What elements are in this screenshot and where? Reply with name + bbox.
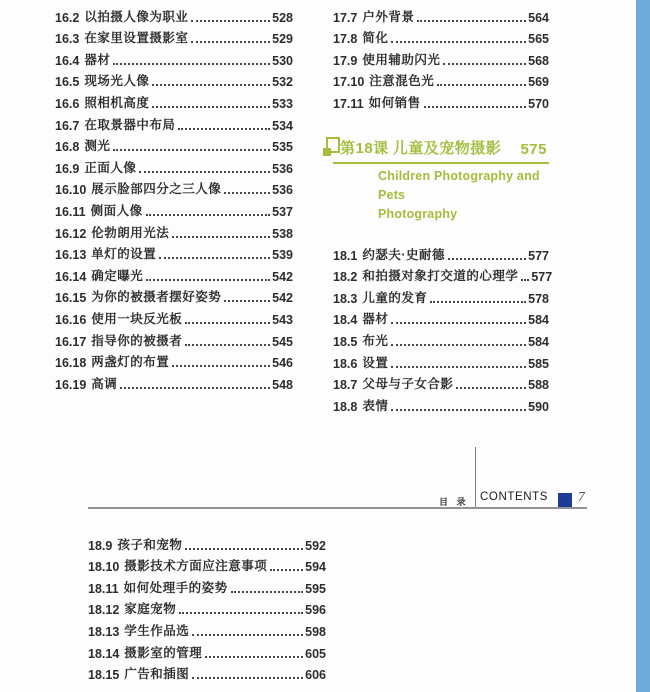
toc-entry (88, 640, 326, 662)
toc-entry (333, 372, 549, 394)
toc-entry-title: 在家里设置摄影室 (84, 31, 189, 46)
dot-leader (185, 548, 303, 550)
toc-entry (88, 618, 326, 640)
toc-entry-page: 592 (305, 538, 326, 553)
toc-entry-title: 确定曝光 (91, 268, 144, 283)
toc-entry (333, 285, 549, 307)
toc-entry-number: 18.4 (333, 313, 358, 328)
toc-entry-page: 578 (528, 291, 549, 306)
toc-entry-number: 16.13 (55, 248, 87, 263)
toc-entry-title: 测光 (84, 139, 111, 154)
toc-entry-page: 569 (528, 75, 549, 90)
footer-label-contents: CONTENTS (480, 491, 549, 503)
dot-leader (391, 409, 526, 411)
toc-entry-number: 18.11 (88, 581, 119, 596)
toc-entry (333, 4, 549, 26)
toc-entry (55, 371, 293, 393)
toc-entry (333, 26, 549, 48)
dot-leader (443, 63, 526, 65)
toc-entry-number: 16.4 (55, 53, 80, 68)
toc-entry (55, 47, 293, 69)
dot-leader (172, 365, 270, 367)
toc-entry-page: 533 (272, 96, 293, 111)
toc-entry-title: 如何处理手的姿势 (123, 580, 228, 595)
chapter-title (340, 137, 501, 158)
toc-entry-title: 布光 (362, 333, 389, 348)
footer-label-cn: 目 录 (439, 497, 469, 507)
toc-entry (88, 575, 326, 597)
toc-entry-title: 儿童的发育 (362, 290, 428, 305)
toc-entry (333, 69, 549, 91)
toc-entry-title: 照相机高度 (84, 95, 150, 110)
toc-entry-title: 为你的被摄者摆好姿势 (91, 290, 222, 305)
toc-entry-title: 高调 (91, 376, 118, 391)
toc-entry-page: 568 (528, 53, 549, 68)
chapter-subtitle-line: Children Photography and Pets (378, 168, 540, 202)
dot-leader (521, 279, 529, 281)
dot-leader (113, 63, 270, 65)
dot-leader (437, 84, 526, 86)
toc-entry-number: 16.11 (55, 204, 86, 219)
toc-entry-title: 现场光人像 (84, 74, 150, 89)
toc-entry-number: 18.13 (88, 624, 120, 639)
toc-entry (333, 90, 549, 112)
toc-entry-title: 和拍摄对象打交道的心理学 (362, 269, 519, 284)
toc-entry-page: 545 (272, 334, 293, 349)
toc-entry-number: 18.2 (333, 270, 358, 285)
toc-entry (55, 134, 293, 156)
footer-page-number: 7 (578, 489, 585, 504)
toc-entry-title: 指导你的被摄者 (91, 333, 183, 348)
dot-leader (185, 322, 270, 324)
toc-entry-number: 16.2 (55, 10, 80, 25)
toc-entry-number: 16.18 (55, 356, 87, 371)
toc-entry (88, 532, 326, 554)
dot-leader (191, 41, 270, 43)
toc-entry-number: 18.14 (88, 646, 120, 661)
toc-entry-number: 17.9 (333, 53, 358, 68)
toc-entry-number: 18.6 (333, 356, 358, 371)
toc-entry-number: 16.3 (55, 32, 80, 47)
toc-entry-number: 16.8 (55, 140, 80, 155)
toc-entry-page: 605 (305, 646, 326, 661)
toc-entry (55, 69, 293, 91)
toc-entry-page: 584 (528, 334, 549, 349)
toc-entry-number: 16.12 (55, 226, 87, 241)
toc-entry-title: 户外背景 (362, 9, 415, 24)
toc-entry (55, 350, 293, 372)
toc-entry-page: 539 (272, 248, 293, 263)
toc-entry (333, 393, 549, 415)
dot-leader (270, 569, 303, 571)
dot-leader (191, 20, 270, 22)
dot-leader (448, 258, 526, 260)
toc-entry-number: 16.14 (55, 269, 87, 284)
toc-entry-title: 两盏灯的布置 (91, 355, 170, 370)
toc-column-next-page (88, 532, 326, 683)
toc-entry-title: 单灯的设置 (91, 247, 157, 262)
toc-column-left (55, 4, 293, 393)
dot-leader (139, 171, 270, 173)
toc-entry-title: 表情 (362, 398, 389, 413)
toc-entry (55, 112, 293, 134)
toc-entry (55, 285, 293, 307)
toc-entry-number: 18.15 (88, 668, 120, 683)
dot-leader (205, 656, 303, 658)
toc-entry-page: 536 (272, 161, 293, 176)
toc-entry-number: 17.8 (333, 32, 358, 47)
toc-entry-page: 529 (272, 32, 293, 47)
toc-entry-title: 注意混色光 (369, 74, 435, 89)
toc-entry-title: 简化 (362, 31, 389, 46)
chapter-subtitle-line: Photography (378, 206, 458, 221)
dot-leader (179, 612, 303, 614)
toc-entry (55, 328, 293, 350)
page-edge-blue-bar (636, 0, 650, 692)
chapter-18-heading (333, 134, 549, 164)
chapter-subtitle-en (333, 167, 549, 224)
toc-entry-title: 正面人像 (84, 160, 137, 175)
footer-divider-vertical (475, 447, 476, 508)
footer-page-marker-square (558, 493, 572, 507)
toc-entry (55, 26, 293, 48)
toc-entry (333, 350, 549, 372)
toc-entry (88, 662, 326, 684)
toc-entry-title: 伦勃朗用光法 (91, 225, 170, 240)
toc-entry-number: 16.6 (55, 96, 80, 111)
dot-leader (391, 366, 526, 368)
toc-entry-page: 538 (272, 226, 293, 241)
toc-entry-number: 17.10 (333, 75, 365, 90)
toc-entry-title: 广告和插图 (124, 667, 190, 682)
toc-entry-number: 16.15 (55, 291, 87, 306)
chapter-bookmark-icon (326, 137, 340, 153)
toc-entry-page: 598 (305, 624, 326, 639)
toc-entry-number: 16.5 (55, 75, 80, 90)
toc-entry (55, 242, 293, 264)
toc-entry-title: 家庭宠物 (124, 602, 177, 617)
toc-entry-page: 565 (528, 32, 549, 47)
toc-entry (55, 90, 293, 112)
dot-leader (417, 20, 526, 22)
toc-entry-page: 590 (528, 399, 549, 414)
dot-leader (424, 106, 527, 108)
toc-entry-number: 16.16 (55, 312, 87, 327)
toc-section-ch17 (333, 4, 549, 112)
dot-leader (172, 236, 270, 238)
toc-entry-page: 595 (305, 581, 326, 596)
toc-entry-page: 596 (305, 603, 326, 618)
toc-entry (55, 155, 293, 177)
toc-entry-page: 536 (272, 183, 293, 198)
footer-rule-horizontal (88, 507, 587, 509)
toc-entry-page: 594 (305, 560, 326, 575)
dot-leader (391, 41, 526, 43)
toc-entry-number: 18.3 (333, 291, 358, 306)
toc-entry-title: 设置 (362, 355, 389, 370)
toc-entry-number: 18.1 (333, 248, 358, 263)
dot-leader (159, 257, 270, 259)
dot-leader (152, 84, 270, 86)
toc-entry (55, 198, 293, 220)
toc-entry-title: 摄影室的管理 (124, 645, 203, 660)
toc-entry-title: 器材 (362, 312, 389, 327)
dot-leader (456, 387, 526, 389)
toc-entry-title: 父母与子女合影 (362, 377, 454, 392)
toc-entry-page: 542 (272, 291, 293, 306)
toc-entry (333, 242, 549, 264)
toc-entry-page: 570 (528, 96, 549, 111)
toc-entry-page: 585 (528, 356, 549, 371)
dot-leader (178, 128, 270, 130)
toc-entry-title: 约瑟夫·史耐德 (362, 247, 446, 262)
toc-entry-page: 543 (272, 312, 293, 327)
dot-leader (152, 106, 270, 108)
toc-entry-number: 16.17 (55, 334, 87, 349)
dot-leader (391, 322, 526, 324)
toc-entry (333, 47, 549, 69)
toc-entry (55, 263, 293, 285)
toc-entry-page: 535 (272, 140, 293, 155)
toc-entry-number: 16.7 (55, 118, 80, 133)
toc-entry-page: 532 (272, 75, 293, 90)
toc-entry-title: 侧面人像 (90, 203, 143, 218)
toc-entry-number: 16.10 (55, 183, 87, 198)
dot-leader (391, 344, 526, 346)
toc-entry-title: 器材 (84, 52, 111, 67)
toc-entry-number: 18.8 (333, 399, 358, 414)
toc-entry-number: 18.10 (88, 560, 120, 575)
toc-entry-number: 18.9 (88, 538, 113, 553)
toc-entry-number: 18.12 (88, 603, 120, 618)
toc-entry-title: 如何销售 (368, 95, 421, 110)
dot-leader (192, 677, 303, 679)
chapter-label: 第18课 (340, 139, 389, 157)
toc-entry-page: 534 (272, 118, 293, 133)
toc-entry (55, 4, 293, 26)
dot-leader (430, 301, 526, 303)
toc-entry-page: 584 (528, 313, 549, 328)
toc-entry-page: 606 (305, 668, 326, 683)
toc-entry-page: 528 (272, 10, 293, 25)
toc-entry-page: 546 (272, 356, 293, 371)
toc-entry-number: 18.7 (333, 378, 358, 393)
toc-entry (55, 177, 293, 199)
toc-entry (333, 264, 553, 286)
toc-entry-title: 以拍摄人像为职业 (84, 9, 189, 24)
toc-entry-title: 使用一块反光板 (91, 311, 183, 326)
dot-leader (146, 279, 270, 281)
dot-leader (224, 300, 270, 302)
toc-entry-page: 577 (528, 248, 549, 263)
toc-entry-page: 588 (528, 378, 549, 393)
toc-entry-number: 18.5 (333, 334, 358, 349)
toc-entry-number: 17.11 (333, 96, 364, 111)
toc-entry (55, 306, 293, 328)
dot-leader (224, 192, 270, 194)
toc-entry-number: 16.19 (55, 377, 87, 392)
toc-entry-title: 展示脸部四分之三人像 (91, 182, 222, 197)
toc-entry (55, 220, 293, 242)
toc-entry-title: 摄影技术方面应注意事项 (124, 559, 268, 574)
dot-leader (185, 344, 270, 346)
dot-leader (231, 591, 304, 593)
toc-entry (88, 597, 326, 619)
toc-entry-page: 542 (272, 269, 293, 284)
toc-entry-number: 17.7 (333, 10, 358, 25)
toc-entry-page: 564 (528, 10, 549, 25)
dot-leader (192, 634, 303, 636)
toc-entry (333, 328, 549, 350)
dot-leader (120, 387, 270, 389)
chapter-page-number: 575 (520, 140, 547, 158)
toc-entry-page: 537 (272, 204, 293, 219)
chapter-18-block (333, 134, 549, 224)
toc-entry-title: 使用辅助闪光 (362, 52, 441, 67)
toc-entry-page: 577 (531, 270, 553, 285)
dot-leader (113, 149, 270, 151)
toc-entry-number: 16.9 (55, 161, 80, 176)
toc-entry-title: 在取景器中布局 (84, 117, 176, 132)
chapter-name: 儿童及宠物摄影 (392, 139, 502, 157)
dot-leader (146, 214, 271, 216)
toc-column-right (333, 4, 553, 415)
toc-entry-title: 学生作品选 (124, 623, 190, 638)
toc-entry (88, 554, 326, 576)
toc-entry-page: 548 (272, 377, 293, 392)
toc-entry-page: 530 (272, 53, 293, 68)
toc-section-ch18 (333, 242, 553, 415)
toc-entry-title: 孩子和宠物 (117, 537, 183, 552)
toc-entry (333, 307, 549, 329)
